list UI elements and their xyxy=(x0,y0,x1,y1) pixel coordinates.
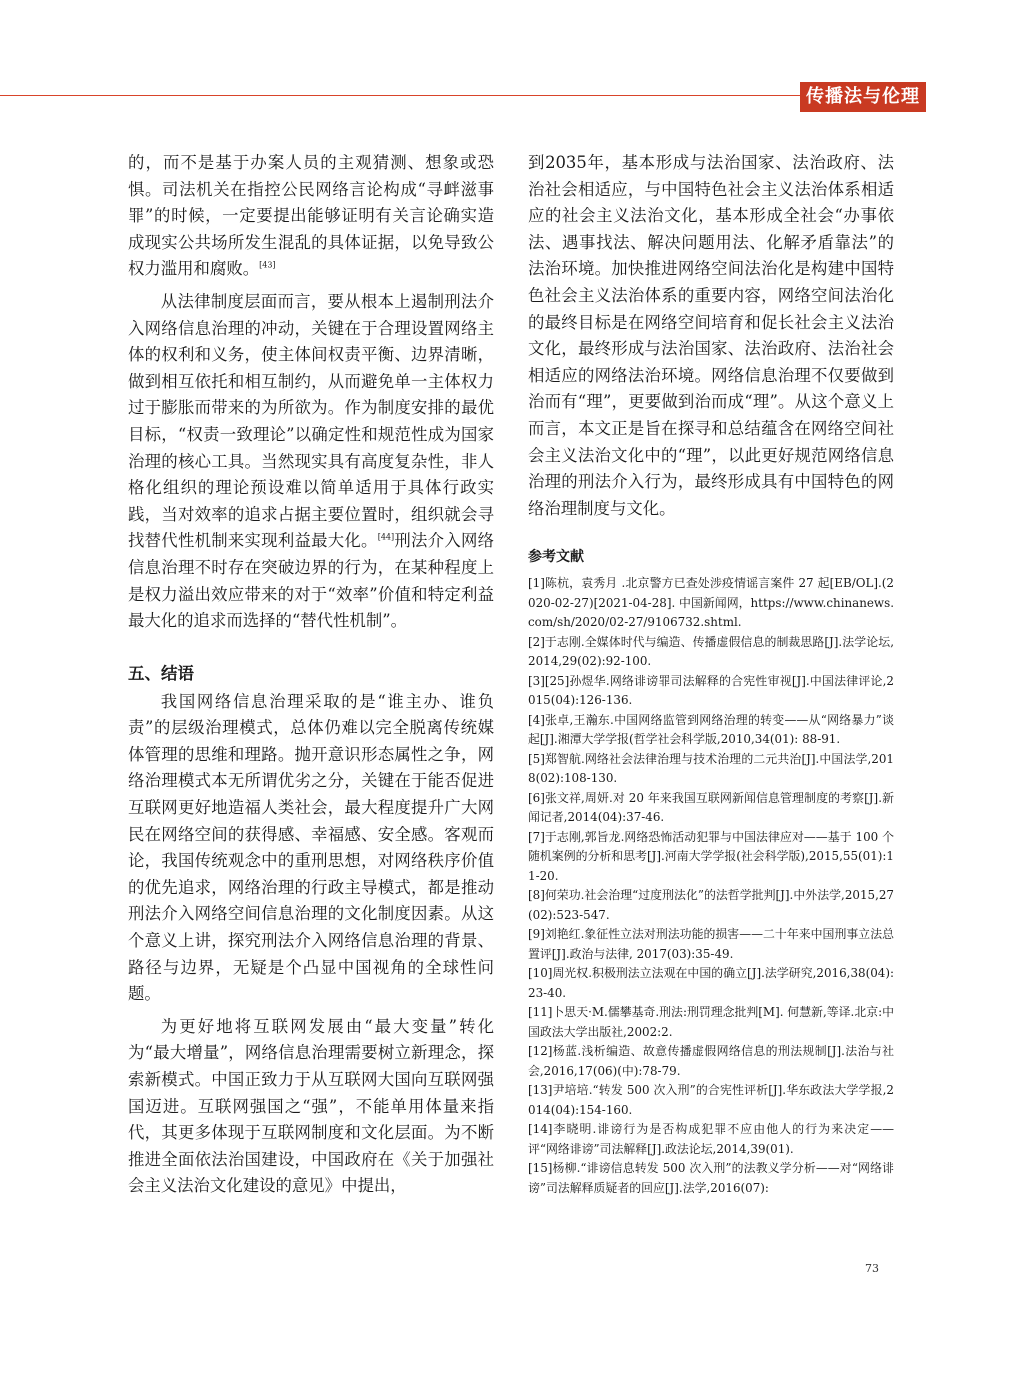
reference-item: [10]周光权.积极刑法立法观在中国的确立[J].法学研究,2016,38(04):23-40. xyxy=(528,966,894,1000)
section-heading: 五、结语 xyxy=(128,663,194,683)
right-column xyxy=(528,150,894,1198)
reference-item: [11]卜思天·M.儒攀基奇.刑法:刑罚理念批判[M]. 何慧新,等译.北京:中国政法大学出版社,2002:2. xyxy=(528,1005,894,1039)
reference-item: [15]杨柳.“诽谤信息转发 500 次入刑”的法教义学分析——对“网络诽谤”司法解释质疑者的回应[J].法学,2016(07): xyxy=(528,1161,894,1195)
header-rule xyxy=(0,95,800,96)
paragraph xyxy=(128,289,494,635)
reference-item: [5]郑智航.网络社会法律治理与技术治理的二元共治[J].中国法学,2018(02):108-130. xyxy=(528,751,894,786)
reference-item: [4]张卓,王瀚东.中国网络监管到网络治理的转变——从“网络暴力”谈起[J].湘潭大学学报(哲学社会科学版,2010,34(01): 88-91. xyxy=(528,712,894,747)
reference-item: [14]李晓明.诽谤行为是否构成犯罪不应由他人的行为来决定——评“网络诽谤”司法解释[J].政法论坛,2014,39(01). xyxy=(528,1122,894,1156)
paragraph xyxy=(128,150,494,283)
paragraph: 到2035年，基本形成与法治国家、法治政府、法治社会相适应，与中国特色社会主义法治体系相适应的社会主义法治文化，基本形成全社会“办事依法、遇事找法、解决问题用法、化解矛盾靠法”的法治环境。加快推进网络空间法治化是构建中国特色社会主义法治体系的重要内容，网络空间法治化的最终目标是在网络空间培育和促长社会主义法治文化，最终形成与法治国家、法治政府、法治社会相适应的网络法治环境。网络信息治理不仅要做到治而有“理”，更要做到治而成“理”。从这个意义上而言，本文正是旨在探寻和总结蕴含在网络空间社会主义法治文化中的“理”，以此更好规范网络信息治理的刑法介入行为，最终形成具有中国特色的网络治理制度与文化。 xyxy=(528,153,894,518)
left-column xyxy=(128,150,494,1200)
reference-item: [8]何荣功.社会治理“过度刑法化”的法哲学批判[J].中外法学,2015,27(02):523-547. xyxy=(528,888,894,922)
reference-item: [6]张文祥,周妍.对 20 年来我国互联网新闻信息管理制度的考察[J].新闻记者,2014(04):37-46. xyxy=(528,790,894,825)
reference-item: [13]尹培培.“转发 500 次入刑”的合宪性评析[J].华东政法大学学报,2014(04):154-160. xyxy=(528,1083,894,1117)
paragraph-text: 从法律制度层面而言，要从根本上遏制刑法介入网络信息治理的冲动，关键在于合理设置网络主体的权利和义务，使主体间权责平衡、边界清晰，做到相互依托和相互制约，从而避免单一主体权力过于膨胀而带来的为所欲为。作为制度安排的最优目标，“权责一致理论”以确定性和规范性成为国家治理的核心工具。当然现实具有高度复杂性，非人格化组织的理论预设难以简单适用于具体行政实践，当对效率的追求占据主要位置时，组织就会寻找替代性机制来实现利益最大化。 xyxy=(128,291,494,551)
reference-item: [2]于志刚.全媒体时代与编造、传播虚假信息的制裁思路[J].法学论坛,2014,29(02):92-100. xyxy=(528,634,894,669)
reference-item: [9]刘艳红.象征性立法对刑法功能的损害——二十年来中国刑事立法总置评[J].政治与法律, 2017(03):35-49. xyxy=(528,927,894,961)
reference-list xyxy=(528,574,894,1198)
reference-item: [7]于志刚,郭旨龙.网络恐怖活动犯罪与中国法律应对——基于 100 个随机案例的分析和思考[J].河南大学学报(社会科学版),2015,55(01):11-20. xyxy=(528,829,894,883)
paragraph: 我国网络信息治理采取的是“谁主办、谁负责”的层级治理模式，总体仍难以完全脱离传统媒体管理的思维和理路。抛开意识形态属性之争，网络治理模式本无所谓优劣之分，关键在于能否促进互联网更好地造福人类社会，最大程度提升广大网民在网络空间的获得感、幸福感、安全感。客观而论，我国传统观念中的重刑思想，对网络秩序价值的优先追求，网络治理的行政主导模式，都是推动刑法介入网络空间信息治理的文化制度因素。从这个意义上讲，探究刑法介入网络信息治理的背景、路径与边界，无疑是个凸显中国视角的全球性问题。 xyxy=(128,691,494,1004)
paragraph-text: 刑法介入网络信息治理不时存在突破边界的行为，在某种程度上是权力溢出效应带来的对于“效率”价值和特定利益最大化的追求而选择的“替代性机制”。 xyxy=(128,531,495,631)
paragraph-text: 的，而不是基于办案人员的主观猜测、想象或恐惧。司法机关在指控公民网络言论构成“寻衅滋事罪”的时候，一定要提出能够证明有关言论确实造成现实公共场所发生混乱的具体证据，以免导致公权力滥用和腐败。 xyxy=(128,153,494,279)
citation-mark: [44] xyxy=(377,532,395,542)
section-label: 传播法与伦理 xyxy=(800,82,926,112)
reference-item: [12]杨蓝.浅析编造、故意传播虚假网络信息的刑法规制[J].法治与社会,2016,17(06)(中):78-79. xyxy=(528,1044,894,1078)
reference-item: [3][25]孙煜华.网络诽谤罪司法解释的合宪性审视[J].中国法律评论,2015(04):126-136. xyxy=(528,673,894,708)
citation-mark: [43] xyxy=(259,260,276,270)
reference-item: [1]陈杭，袁秀月 .北京警方已查处涉疫情谣言案件 27 起[EB/OL].(2020-02-27)[2021-04-28]. 中国新闻网，https://www.chinanews.com/sh/2020/02-27/9106732.shtml. xyxy=(528,576,894,630)
references-heading: 参考文献 xyxy=(528,549,584,566)
page-number: 73 xyxy=(865,1262,879,1275)
paragraph: 为更好地将互联网发展由“最大变量”转化为“最大增量”，网络信息治理需要树立新理念，探索新模式。中国正致力于从互联网大国向互联网强国迈进。互联网强国之“强”，不能单用体量来指代，其更多体现于互联网制度和文化层面。为不断推进全面依法治国建设，中国政府在《关于加强社会主义法治文化建设的意见》中提出， xyxy=(128,1016,494,1196)
